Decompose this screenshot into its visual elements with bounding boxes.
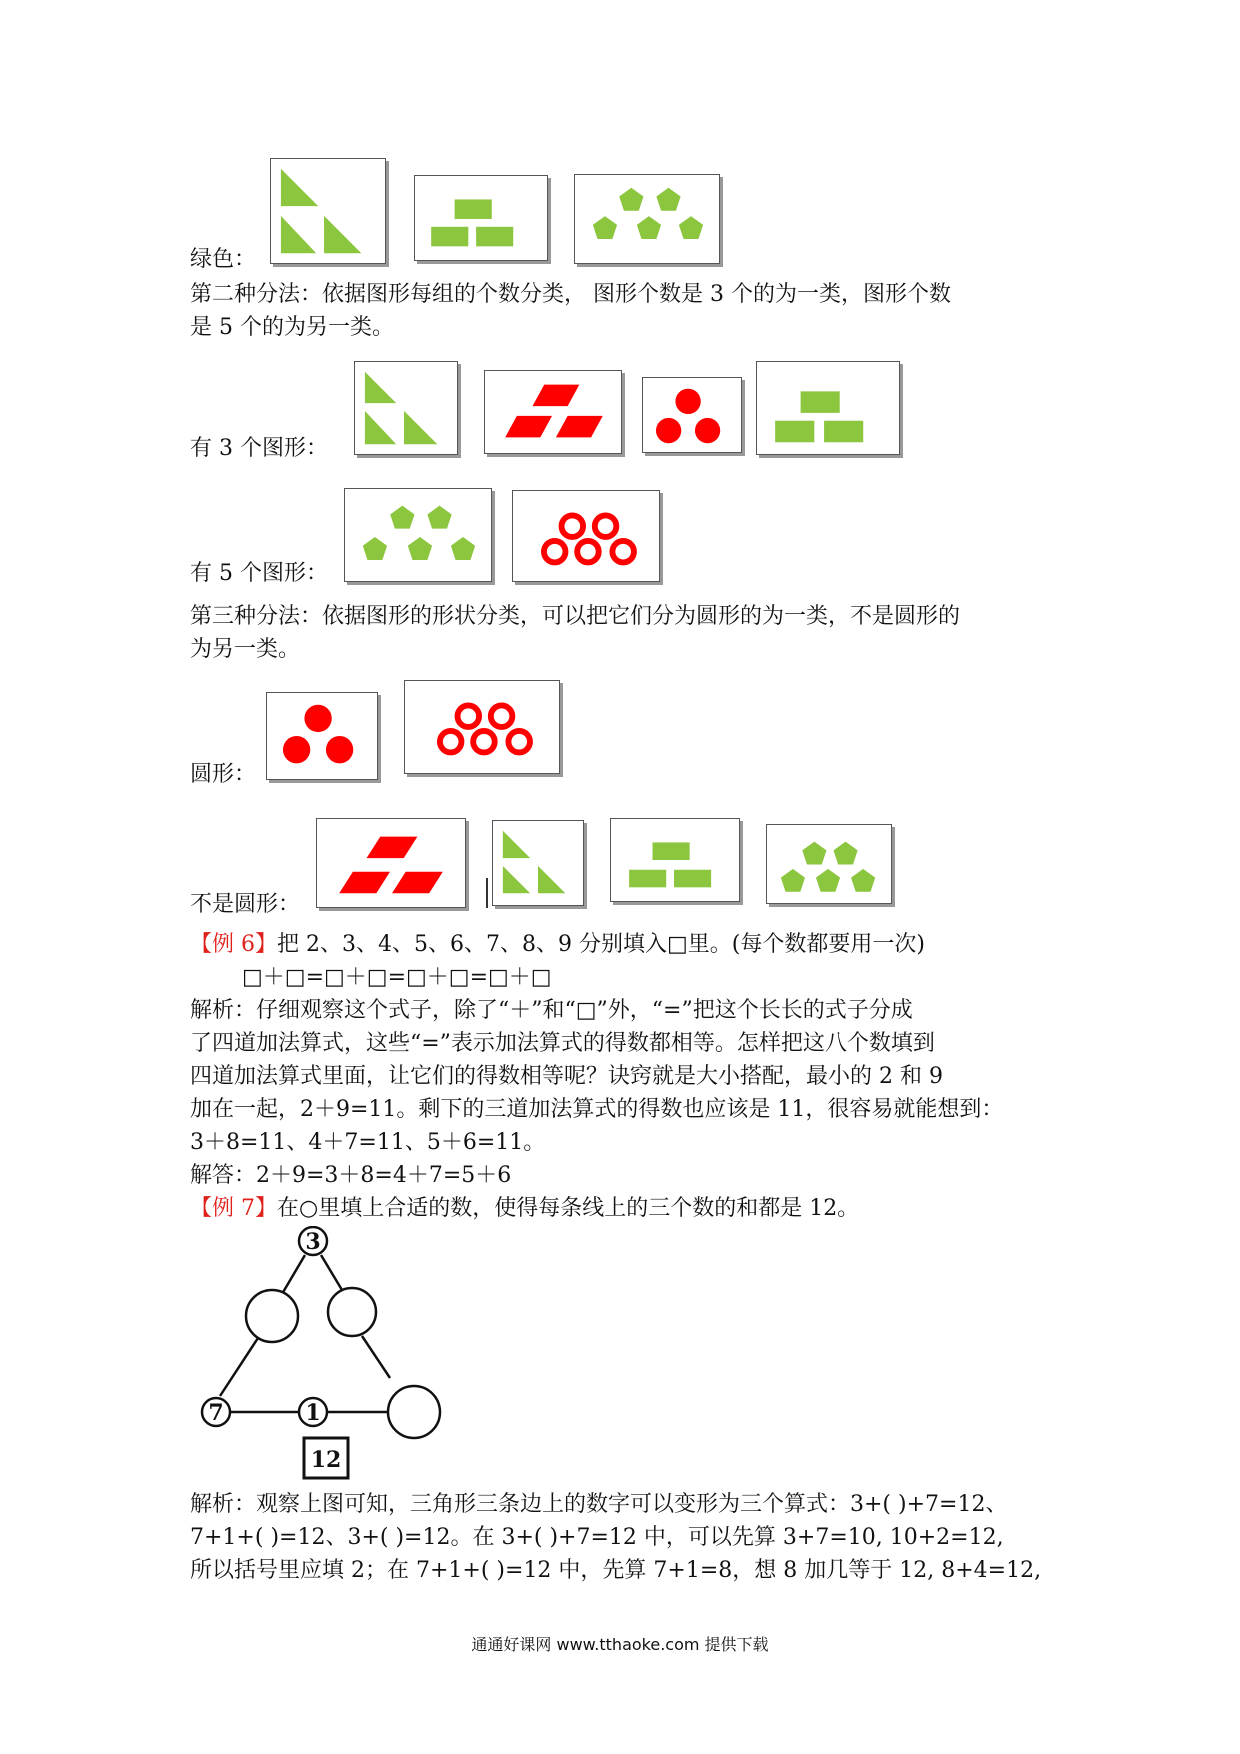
noncircle-rectangles-box [610,818,740,902]
method3-line1: 第三种分法：依据图形的形状分类，可以把它们分为圆形的为一类，不是圆形的 [190,604,961,629]
three-triangles-box [354,361,458,455]
ex7-question: 在○里填上合适的数，使得每条线上的三个数的和都是 12。 [277,1196,860,1221]
five-pentagons-box [344,488,492,582]
page-footer: 通通好课网 www.tthaoke.com 提供下载 [471,1635,769,1654]
ex6-tag: 【例 6】 [190,932,277,957]
ex6-analysis-2: 了四道加法算式，这些“=”表示加法算式的得数都相等。怎样把这八个数填到 [190,1031,935,1056]
method3-line2: 为另一类。 [190,637,301,662]
text-cursor [486,878,488,908]
noncircle-triangles-box [492,820,584,906]
circle-solid-box [266,692,378,780]
diagram-middle-number: 1 [305,1400,321,1426]
ex7-heading [190,1192,859,1225]
noncircle-parallelograms-box [316,818,466,908]
three-label: 有 3 个图形： [190,436,328,461]
noncircle-label: 不是圆形： [190,892,301,917]
ex7-analysis-1: 解析：观察上图可知，三角形三条边上的数字可以变形为三个算式：3+( )+7=12、 [190,1492,1008,1517]
three-parallelograms-box [484,370,622,454]
ex6-formula: □＋□=□＋□=□＋□=□＋□ [242,965,552,990]
ex6-analysis-5: 3＋8=11、4＋7=11、5＋6=11。 [190,1130,546,1155]
ex6-heading [190,928,925,961]
method2-line1: 第二种分法：依据图形每组的个数分类， 图形个数是 3 个的为一类，图形个数 [190,282,951,307]
five-rings-box [512,490,660,582]
ex6-analysis-1: 解析：仔细观察这个式子，除了“＋”和“□”外，“=”把这个长长的式子分成 [190,998,913,1023]
noncircle-pentagons-box [766,824,892,904]
triangle-diagram [190,1226,470,1480]
diagram-top-number: 3 [305,1229,321,1255]
ex6-answer: 解答：2＋9=3＋8=4＋7=5＋6 [190,1163,512,1188]
diagram-left-number: 7 [208,1400,224,1426]
method2-line2: 是 5 个的为另一类。 [190,315,394,340]
ex6-analysis-4: 加在一起，2＋9=11。剩下的三道加法算式的得数也应该是 11，很容易就能想到： [190,1097,1004,1122]
three-circles-box [642,377,742,453]
green-label: 绿色： [190,247,257,272]
circle-label: 圆形： [190,762,257,787]
ex6-analysis-3: 四道加法算式里面，让它们的得数相等呢？诀窍就是大小搭配，最小的 2 和 9 [190,1064,943,1089]
circle-rings-box [404,680,560,774]
ex7-analysis-3: 所以括号里应填 2；在 7+1+( )=12 中，先算 7+1=8，想 8 加几等于 12, 8+4=12, [190,1558,1042,1583]
five-label: 有 5 个图形： [190,561,328,586]
green-triangles-box [270,158,386,264]
green-pentagons-box [574,174,720,264]
ex7-analysis-2: 7+1+( )=12、3+( )=12。在 3+( )+7=12 中，可以先算 3+7=10, 10+2=12, [190,1525,1004,1550]
diagram-target-number: 12 [310,1447,342,1473]
ex6-question: 把 2、3、4、5、6、7、8、9 分别填入□里。(每个数都要用一次) [277,932,925,957]
green-rectangles-box [414,175,548,261]
three-rectangles-box [756,361,900,455]
ex7-tag: 【例 7】 [190,1196,277,1221]
